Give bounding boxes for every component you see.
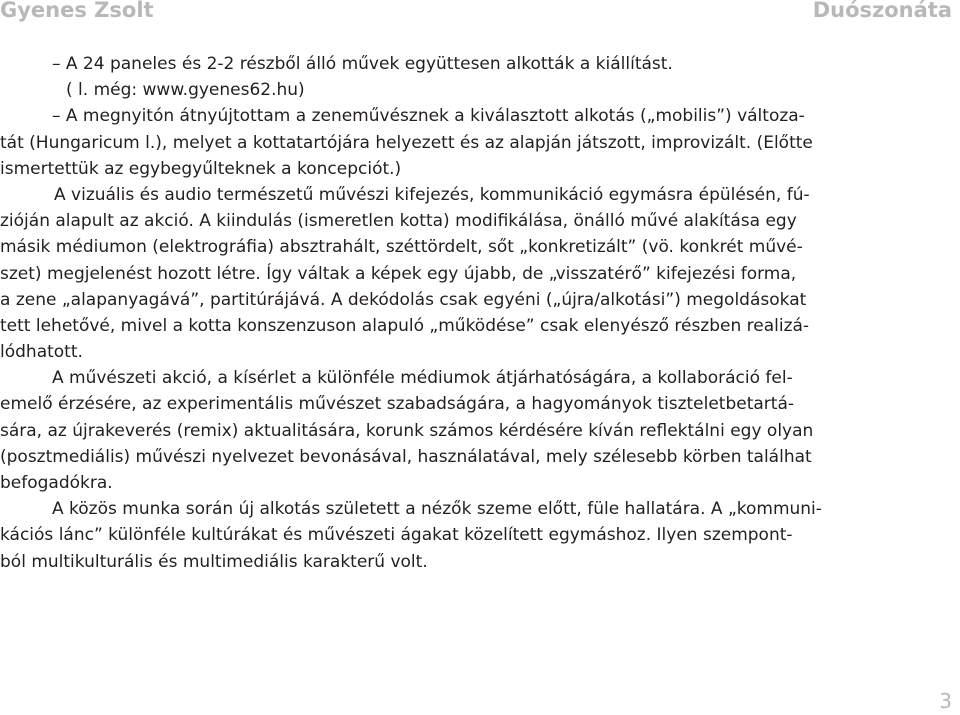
text-line: (posztmediális) művészi nyelvezet bevonásával, használatával, mely szélesebb körben találhat: [0, 446, 812, 467]
text-line: – A 24 paneles és 2-2 részből álló művek együttesen alkották a kiállítást.: [52, 54, 673, 74]
text-line: A vizuális és audio természetű művészi kifejezés, kommunikáció egymásra épülésén, fú-: [54, 184, 810, 205]
body-text: [0, 51, 960, 575]
text-line: ból multikulturális és multimediális karakterű volt.: [0, 551, 428, 572]
text-line: – A megnyitón átnyújtottam a zeneművésznek a kiválasztott alkotás („mobilis”) változa-: [52, 106, 805, 127]
text-line: szet) megjelenést hozott létre. Így váltak a képek egy újabb, de „visszatérő” kifejezési forma,: [0, 263, 797, 284]
text-line: A közös munka során új alkotás született a nézők szeme előtt, füle hallatára. A „kommuni-: [52, 499, 822, 520]
text-line: ismertettük az egybegyűlteknek a koncepciót.): [0, 158, 402, 179]
text-line: a zene „alapanyagává”, partitúrájává. A dekódolás csak egyéni („újra/alkotási”) megoldásokat: [0, 289, 807, 310]
text-line: ( l. még: www.gyenes62.hu): [66, 80, 305, 101]
page-header: [0, 0, 960, 26]
text-line: lódhatott.: [0, 342, 83, 363]
text-line: A művészeti akció, a kísérlet a különféle médiumok átjárhatóságára, a kollaboráció fel-: [52, 368, 793, 389]
text-line: kációs lánc” különféle kultúrákat és művészeti ágakat közelített egymáshoz. Ilyen szempont-: [0, 525, 793, 546]
text-line: zióján alapult az akció. A kiindulás (ismeretlen kotta) modifikálása, önálló művé alakítása egy: [0, 211, 797, 232]
page-number: 3: [939, 689, 952, 713]
text-line: tát (Hungaricum l.), melyet a kottatartójára helyezett és az alapján játszott, improvizált. (Előtte: [0, 132, 813, 153]
text-line: sára, az újrakeverés (remix) aktualitására, korunk számos kérdésére kíván reflektálni egy olyan: [0, 420, 814, 441]
header-author: Gyenes Zsolt: [0, 0, 154, 22]
text-line: tett lehetővé, mivel a kotta konszenzuson alapuló „működése” csak elenyésző részben realizá-: [0, 315, 810, 336]
text-line: befogadókra.: [0, 473, 113, 493]
text-line: emelő érzésére, az experimentális művészet szabadságára, a hagyományok tiszteletbetartá-: [0, 394, 795, 415]
header-title: Duószonáta: [812, 0, 952, 22]
text-line: másik médiumon (elektrográfia) absztrahált, széttördelt, sőt „konkretizált” (vö. konkrét művé-: [0, 237, 803, 258]
